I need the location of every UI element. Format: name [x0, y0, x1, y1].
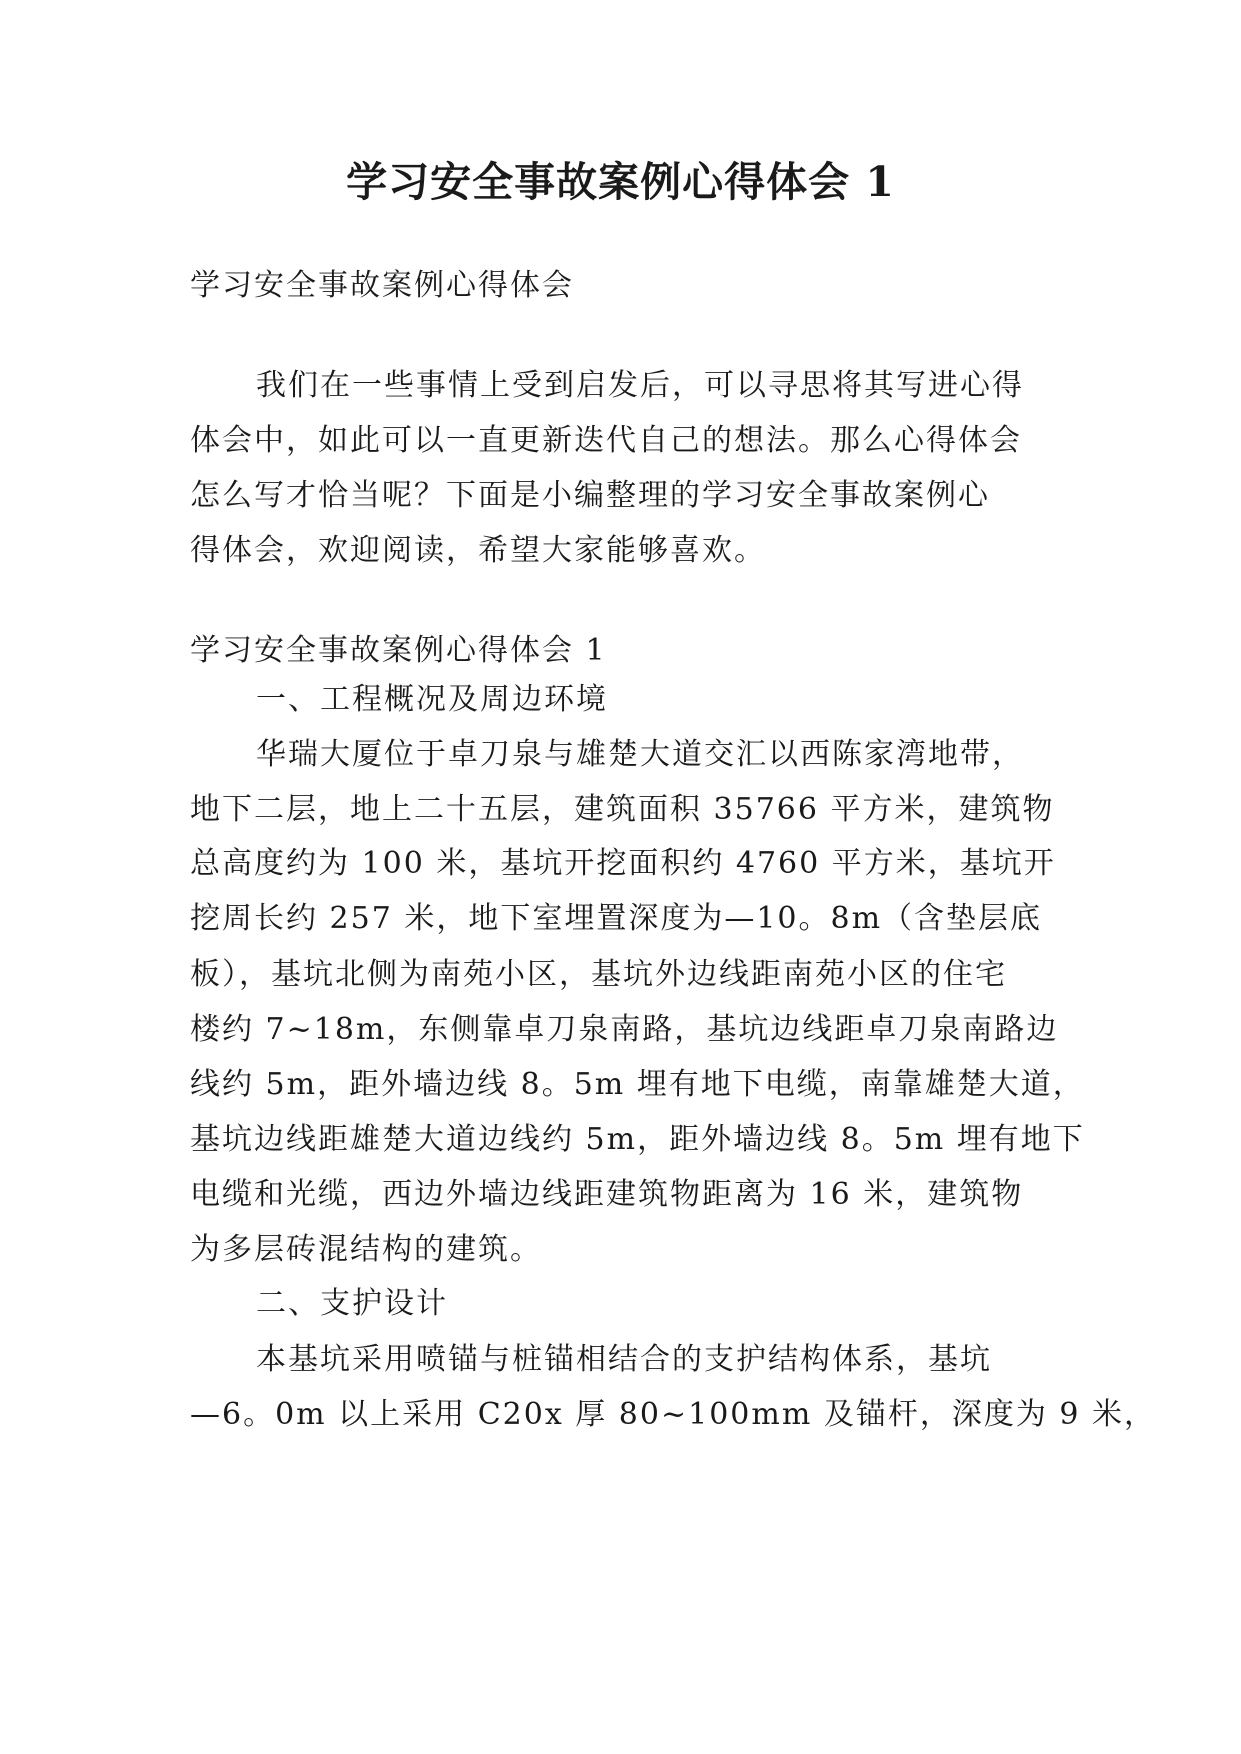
paragraph-line: 电缆和光缆，西边外墙边线距建筑物距离为 16 米，建筑物 [190, 1177, 1024, 1212]
paragraph-line: 线约 5m，距外墙边线 8。5m 埋有地下电缆，南靠雄楚大道， [190, 1067, 1085, 1102]
intro-line: 得体会，欢迎阅读，希望大家能够喜欢。 [190, 533, 766, 568]
paragraph-line: 华瑞大厦位于卓刀泉与雄楚大道交汇以西陈家湾地带， [256, 737, 1024, 772]
paragraph-line: 本基坑采用喷锚与桩锚相结合的支护结构体系，基坑 [256, 1342, 992, 1377]
paragraph-line: 基坑边线距雄楚大道边线约 5m，距外墙边线 8。5m 埋有地下 [190, 1122, 1085, 1157]
heading-engineering-overview: 一、工程概况及周边环境 [256, 682, 608, 717]
paragraph-line: 地下二层，地上二十五层，建筑面积 35766 平方米，建筑物 [190, 792, 1055, 827]
paragraph-line: 楼约 7~18m，东侧靠卓刀泉南路，基坑边线距卓刀泉南路边 [190, 1012, 1059, 1047]
heading-support-design: 二、支护设计 [256, 1286, 448, 1321]
paragraph-line: 总高度约为 100 米，基坑开挖面积约 4760 平方米，基坑开 [190, 846, 1056, 881]
document-title: 学习安全事故案例心得体会 1 [346, 158, 895, 206]
paragraph-line: 为多层砖混结构的建筑。 [190, 1232, 542, 1267]
section-title: 学习安全事故案例心得体会 1 [190, 633, 607, 668]
paragraph-line: 挖周长约 257 米，地下室埋置深度为—10。8m（含垫层底 [190, 901, 1043, 936]
intro-line: 怎么写才恰当呢？下面是小编整理的学习安全事故案例心 [190, 478, 990, 513]
document-subtitle: 学习安全事故案例心得体会 [190, 268, 574, 303]
paragraph-line: 板），基坑北侧为南苑小区，基坑外边线距南苑小区的住宅 [190, 957, 1007, 992]
intro-line: 我们在一些事情上受到启发后，可以寻思将其写进心得 [256, 368, 1024, 403]
intro-line: 体会中，如此可以一直更新迭代自己的想法。那么心得体会 [190, 423, 1022, 458]
paragraph-line: —6。0m 以上采用 C20x 厚 80~100mm 及锚杆，深度为 9 米， [190, 1397, 1156, 1432]
